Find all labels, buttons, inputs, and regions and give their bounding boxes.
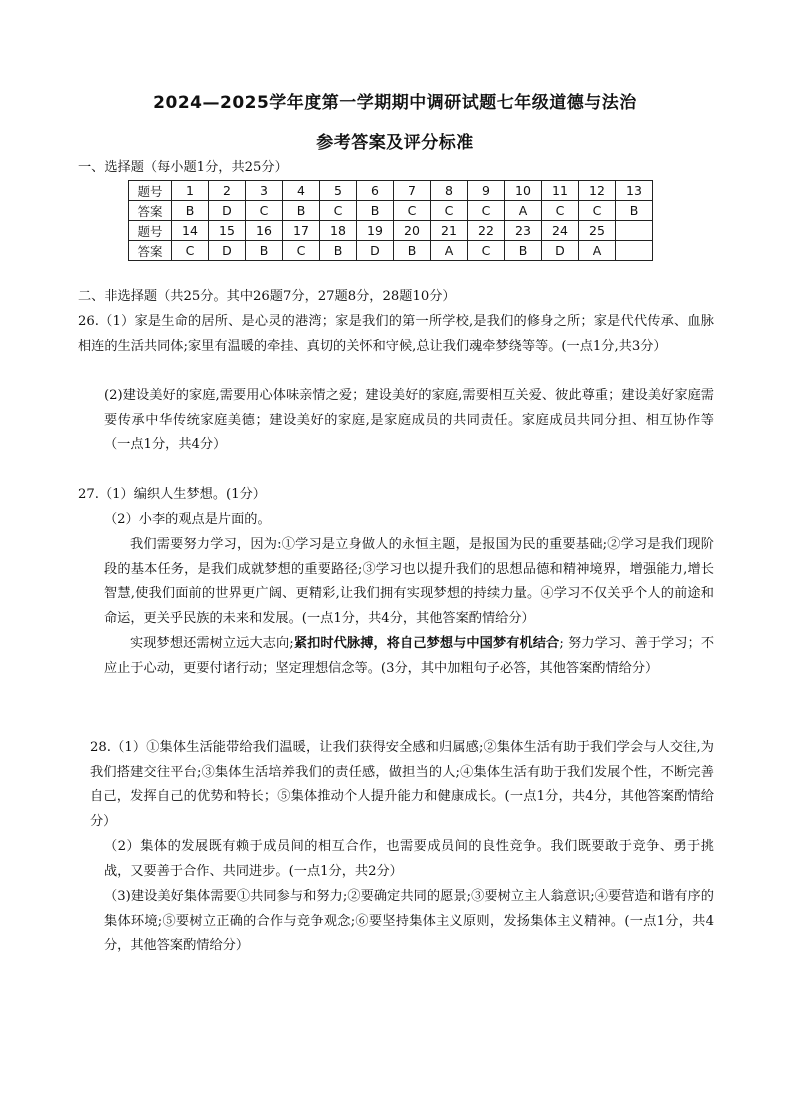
table-cell: 10 xyxy=(505,181,542,201)
table-cell: 21 xyxy=(431,221,468,241)
table-cell: C xyxy=(468,201,505,221)
table-cell: D xyxy=(209,241,246,261)
table-cell: C xyxy=(542,201,579,221)
table-cell: 6 xyxy=(357,181,394,201)
table-cell: C xyxy=(320,201,357,221)
table-cell: 18 xyxy=(320,221,357,241)
table-row xyxy=(129,221,653,241)
q28-part3: （3)建设美好集体需要①共同参与和努力;②要确定共同的愿景;③要树立主人翁意识;④要营造和谐有序的集体环境;⑤要树立正确的合作与竞争观念;⑥要坚持集体主义原则，发扬集体主义精神。(一点1分，共4分，其他答案酌情给分） xyxy=(104,889,714,954)
table-cell: 1 xyxy=(172,181,209,201)
table-cell: A xyxy=(431,241,468,261)
section2-heading: 二、非选择题（共25分。其中26题7分，27题8分，28题10分） xyxy=(78,289,456,304)
page-title: 2024—2025学年度第一学期期中调研试题七年级道德与法治 xyxy=(153,93,637,113)
table-cell: B xyxy=(172,201,209,221)
table-cell: 17 xyxy=(283,221,320,241)
q26-part2: (2)建设美好的家庭,需要用心体味亲情之爱；建设美好的家庭,需要相互关爱、彼此尊重；建设美好家庭需要传承中华传统家庭美德；建设美好的家庭,是家庭成员的共同责任。家庭成员共同分担、相互协作等（一点1分，共4分） xyxy=(104,388,714,453)
table-cell: 23 xyxy=(505,221,542,241)
table-cell: 24 xyxy=(542,221,579,241)
q27-part4 xyxy=(104,632,714,681)
q26-part1: 26.（1）家是生命的居所、是心灵的港湾；家是我们的第一所学校,是我们的修身之所；家是代代传承、血脉相连的生活共同体;家里有温暖的牵挂、真切的关怀和守候,总让我们魂牵梦绕等等。(一点1分,共3分） xyxy=(78,314,714,354)
table-cell: 15 xyxy=(209,221,246,241)
q27-bold-sentence: 紧扣时代脉搏，将自己梦想与中国梦有机结合 xyxy=(293,636,560,651)
table-cell: A xyxy=(505,201,542,221)
q28-part1: 28.（1）①集体生活能带给我们温暖，让我们获得安全感和归属感;②集体生活有助于我们学会与人交往,为我们搭建交往平台;③集体生活培养我们的责任感，做担当的人;④集体生活有助于我们发展个性，不断完善自己，发挥自己的优势和特长；⑤集体推动个人提升能力和健康成长。(一点1分，共4分，其他答案酌情给分） xyxy=(90,740,714,829)
q27-part4-lead: 实现梦想还需树立远大志向; xyxy=(130,636,294,651)
table-cell: D xyxy=(209,201,246,221)
table-cell: A xyxy=(579,241,616,261)
table-cell: B xyxy=(616,201,653,221)
table-cell: C xyxy=(431,201,468,221)
table-cell: B xyxy=(320,241,357,261)
row-label: 答案 xyxy=(129,201,172,221)
table-cell: 2 xyxy=(209,181,246,201)
table-cell: 12 xyxy=(579,181,616,201)
table-cell: 13 xyxy=(616,181,653,201)
row-label: 题号 xyxy=(129,221,172,241)
table-row xyxy=(129,241,653,261)
q27-part2: （2）小李的观点是片面的。 xyxy=(104,512,271,527)
table-cell: 20 xyxy=(394,221,431,241)
table-cell: B xyxy=(394,241,431,261)
page-subtitle: 参考答案及评分标准 xyxy=(316,133,474,153)
table-cell: 25 xyxy=(579,221,616,241)
table-cell: 16 xyxy=(246,221,283,241)
table-cell: C xyxy=(283,241,320,261)
table-cell: 7 xyxy=(394,181,431,201)
row-label: 题号 xyxy=(129,181,172,201)
table-row xyxy=(129,181,653,201)
q27-part1: 27.（1）编织人生梦想。(1分） xyxy=(78,487,266,502)
answer-table xyxy=(128,180,653,261)
table-cell: B xyxy=(357,201,394,221)
table-cell: C xyxy=(468,241,505,261)
table-cell: B xyxy=(505,241,542,261)
table-row xyxy=(129,201,653,221)
table-cell: 11 xyxy=(542,181,579,201)
table-cell xyxy=(616,221,653,241)
table-cell: D xyxy=(542,241,579,261)
row-label: 答案 xyxy=(129,241,172,261)
section1-heading: 一、选择题（每小题1分，共25分） xyxy=(78,160,288,175)
q27-part4-tail: ; 努力学习、善于学习；不应止于心动，更要付诸行动；坚定理想信念等。(3分，其中加粗句子必答，其他答案酌情给分） xyxy=(104,636,715,676)
table-cell: C xyxy=(394,201,431,221)
table-cell: B xyxy=(283,201,320,221)
table-cell: 9 xyxy=(468,181,505,201)
q28-part2: （2）集体的发展既有赖于成员间的相互合作，也需要成员间的良性竞争。我们既要敢于竞争、勇于挑战，又要善于合作、共同进步。(一点1分，共2分） xyxy=(104,839,714,879)
table-cell: 5 xyxy=(320,181,357,201)
table-cell: B xyxy=(246,241,283,261)
table-cell: 4 xyxy=(283,181,320,201)
table-cell: 8 xyxy=(431,181,468,201)
table-cell: 19 xyxy=(357,221,394,241)
table-cell: C xyxy=(172,241,209,261)
table-cell xyxy=(616,241,653,261)
table-cell: C xyxy=(246,201,283,221)
table-cell: 14 xyxy=(172,221,209,241)
table-cell: D xyxy=(357,241,394,261)
table-cell: 3 xyxy=(246,181,283,201)
table-cell: C xyxy=(579,201,616,221)
table-cell: 22 xyxy=(468,221,505,241)
q27-part3: 我们需要努力学习，因为:①学习是立身做人的永恒主题，是报国为民的重要基础;②学习是我们现阶段的基本任务，是我们成就梦想的重要路径;③学习也以提升我们的思想品德和精神境界，增强能力,增长智慧,使我们面前的世界更广阔、更精彩,让我们拥有实现梦想的持续力量。④学习不仅关乎个人的前途和命运，更关乎民族的未来和发展。(一点1分，共4分，其他答案酌情给分） xyxy=(104,537,714,626)
